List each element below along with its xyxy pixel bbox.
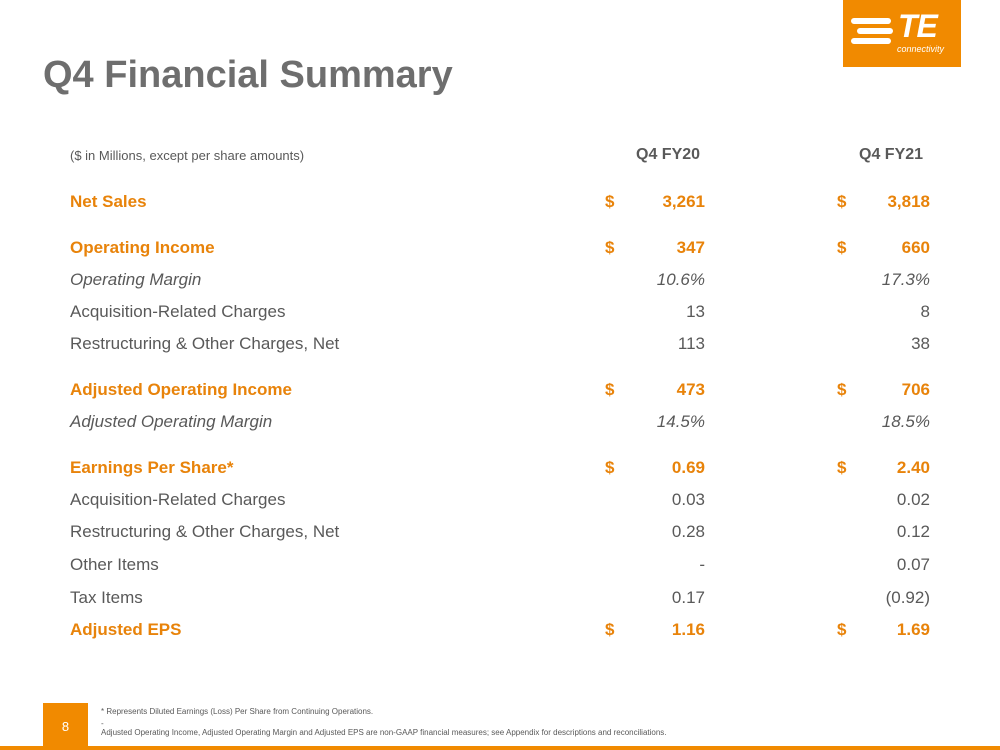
table-row	[0, 522, 1000, 550]
value-fy21: 706	[901, 380, 930, 399]
column-header-q4-fy21: Q4 FY21	[859, 146, 924, 163]
value-fy20: 0.28	[671, 522, 705, 541]
te-logo-text: TE	[898, 8, 937, 44]
row-label: Net Sales	[70, 192, 147, 211]
table-row	[0, 620, 1000, 648]
dollar-sign-fy21: $	[837, 620, 847, 639]
value-fy21: 18.5%	[881, 412, 930, 431]
footnote-non-gaap: Adjusted Operating Income, Adjusted Operating Margin and Adjusted EPS are non-GAAP financial measures; see Appendix for descriptions and reconciliations.	[101, 728, 667, 737]
footnote-eps: * Represents Diluted Earnings (Loss) Per Share from Continuing Operations.	[101, 707, 374, 716]
value-fy20: 473	[676, 380, 705, 399]
table-row	[0, 334, 1000, 362]
page-title: Q4 Financial Summary	[43, 54, 453, 96]
value-fy21: 0.07	[896, 555, 930, 574]
dollar-sign-fy20: $	[605, 238, 615, 257]
row-label: Acquisition-Related Charges	[70, 490, 286, 509]
units-note: ($ in Millions, except per share amounts)	[70, 148, 305, 163]
value-fy20: -	[699, 555, 705, 574]
value-fy20: 0.03	[671, 490, 705, 509]
dollar-sign-fy21: $	[837, 238, 847, 257]
value-fy21: 660	[901, 238, 930, 257]
row-label: Tax Items	[70, 588, 143, 607]
table-row	[0, 490, 1000, 518]
table-row	[0, 380, 1000, 408]
value-fy21: 38	[911, 334, 930, 353]
dollar-sign-fy21: $	[837, 192, 847, 211]
dollar-sign-fy21: $	[837, 458, 847, 477]
value-fy21: 0.12	[896, 522, 930, 541]
value-fy21: 17.3%	[881, 270, 930, 289]
table-row	[0, 192, 1000, 220]
dollar-sign-fy21: $	[837, 380, 847, 399]
table-row	[0, 270, 1000, 298]
row-label: Restructuring & Other Charges, Net	[70, 334, 340, 353]
table-row	[0, 588, 1000, 616]
table-row	[0, 458, 1000, 486]
page-number: 8	[43, 703, 88, 750]
value-fy21: 2.40	[896, 458, 930, 477]
value-fy21: (0.92)	[885, 588, 930, 607]
value-fy21: 0.02	[896, 490, 930, 509]
footnote-dash: -	[101, 719, 104, 728]
dollar-sign-fy20: $	[605, 380, 615, 399]
table-row	[0, 412, 1000, 440]
row-label: Adjusted EPS	[70, 620, 182, 639]
row-label: Operating Income	[70, 238, 215, 257]
row-label: Restructuring & Other Charges, Net	[70, 522, 340, 541]
value-fy21: 8	[920, 302, 930, 321]
value-fy21: 3,818	[887, 192, 930, 211]
row-label: Adjusted Operating Margin	[70, 412, 273, 431]
table-row	[0, 238, 1000, 266]
value-fy20: 0.17	[671, 588, 705, 607]
value-fy20: 113	[677, 334, 705, 353]
row-label: Adjusted Operating Income	[70, 380, 292, 399]
value-fy20: 1.16	[671, 620, 705, 639]
dollar-sign-fy20: $	[605, 458, 615, 477]
value-fy21: 1.69	[896, 620, 930, 639]
dollar-sign-fy20: $	[605, 192, 615, 211]
value-fy20: 347	[676, 238, 705, 257]
row-label: Operating Margin	[70, 270, 202, 289]
bottom-rule	[0, 746, 1000, 750]
dollar-sign-fy20: $	[605, 620, 615, 639]
te-logo-subtext: connectivity	[897, 44, 945, 54]
table-row	[0, 302, 1000, 330]
row-label: Earnings Per Share*	[70, 458, 234, 477]
value-fy20: 13	[686, 302, 705, 321]
column-header-q4-fy20: Q4 FY20	[636, 146, 701, 163]
value-fy20: 0.69	[671, 458, 705, 477]
row-label: Acquisition-Related Charges	[70, 302, 286, 321]
row-label: Other Items	[70, 555, 159, 574]
value-fy20: 10.6%	[656, 270, 705, 289]
value-fy20: 14.5%	[656, 412, 705, 431]
table-row	[0, 555, 1000, 583]
value-fy20: 3,261	[662, 192, 705, 211]
